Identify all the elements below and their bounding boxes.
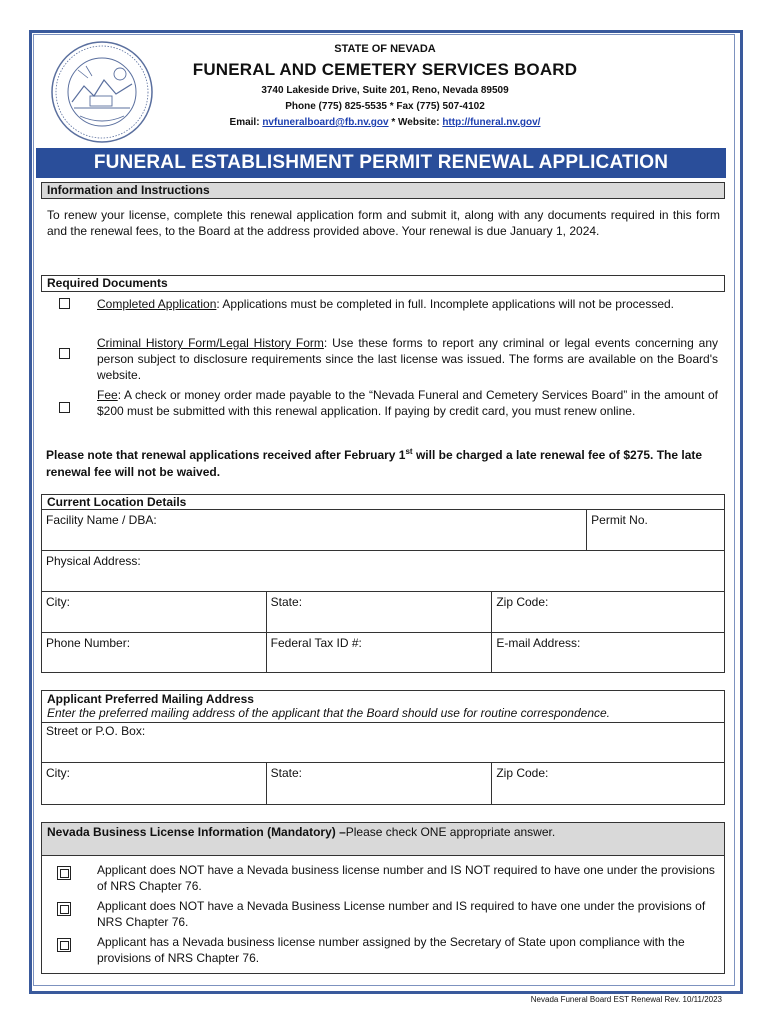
tax-id-field[interactable] [266,633,492,673]
mailing-state-label: State: [270,766,303,780]
facility-name-label: Facility Name / DBA: [46,513,157,527]
email-field-label: E-mail Address: [496,636,581,650]
mailing-note: Enter the preferred mailing address of the applicant that the Board should use for routine correspondence. [47,706,611,720]
location-table [41,509,725,673]
business-heading-bold: Nevada Business License Information (Mandatory) – [47,825,346,839]
city-label: City: [46,595,70,609]
physical-address-field[interactable] [42,551,725,592]
business-option-1: Applicant does NOT have a Nevada business license number and IS NOT required to have one under the provisions of NRS Chapter 76. [97,863,715,893]
late-note-part2: will be charged a late renewal fee of $275. The late renewal fee will not be waived. [46,448,703,479]
mailing-heading-box [41,690,725,723]
checkbox-fee[interactable] [59,402,70,413]
required-item-2-title: Criminal History Form/Legal History Form [97,336,324,350]
permit-number-field[interactable] [587,510,725,551]
zip-label: Zip Code: [496,595,549,609]
state-field[interactable] [266,592,492,633]
late-fee-note [46,443,722,481]
mailing-zip-field[interactable] [492,763,725,805]
checkbox-no-license-not-required[interactable] [57,866,71,880]
board-phone-fax: Phone (775) 825-5535 * Fax (775) 507-4102 [285,101,485,112]
business-option-3: Applicant has a Nevada business license number assigned by the Secretary of State upon compliance with the provisions of NRS Chapter 76. [97,935,685,965]
business-heading-rest: Please check ONE appropriate answer. [345,825,556,839]
late-note-part1: Please note that renewal applications received after February 1 [46,448,406,462]
phone-field[interactable] [42,633,267,673]
mailing-state-field[interactable] [266,763,492,805]
required-item-1-title: Completed Application [97,297,217,311]
email-label: Email: [229,117,260,128]
board-name: FUNERAL AND CEMETERY SERVICES BOARD [192,60,578,79]
required-item-2 [97,335,718,383]
mailing-city-label: City: [46,766,70,780]
checkbox-criminal-history[interactable] [59,348,70,359]
phone-label: Phone Number: [46,636,131,650]
info-instructions: To renew your license, complete this renewal application form and submit it, along with any documents required in this form and the renewal fees, to the Board at the address provided above. Your renewal is due January 1, 2024. [47,208,720,238]
physical-address-label: Physical Address: [46,554,141,568]
board-contact-line [160,117,610,128]
city-field[interactable] [42,592,267,633]
permit-number-label: Permit No. [591,513,648,527]
state-name: STATE OF NEVADA [334,43,436,55]
checkbox-no-license-required[interactable] [57,902,71,916]
required-docs-heading: Required Documents [41,275,725,292]
street-field[interactable] [42,723,725,763]
mailing-city-field[interactable] [42,763,267,805]
info-section-heading: Information and Instructions [41,182,725,199]
required-item-3-title: Fee [97,388,118,402]
form-title: FUNERAL ESTABLISHMENT PERMIT RENEWAL APPLICATION [36,148,726,178]
website-link[interactable]: http://funeral.nv.gov/ [442,117,541,128]
board-address: 3740 Lakeside Drive, Suite 201, Reno, Nevada 89509 [261,85,509,96]
mailing-heading: Applicant Preferred Mailing Address [47,692,254,706]
email-field[interactable] [492,633,725,673]
state-label: State: [270,595,303,609]
state-seal-icon [50,40,154,144]
late-note-sup: st [405,447,413,456]
required-docs-divider [41,291,725,292]
tax-id-label: Federal Tax ID #: [270,636,362,650]
mailing-zip-label: Zip Code: [496,766,549,780]
website-label: * Website: [391,117,440,128]
location-heading: Current Location Details [41,494,725,510]
checkbox-completed-application[interactable] [59,298,70,309]
required-item-2-text: : Use these forms to report any criminal or legal events concerning any person subject to disclosure requirements since the last license was issued. The forms are available on the Board's website. [97,336,719,382]
zip-field[interactable] [492,592,725,633]
email-link[interactable]: nvfuneralboard@fb.nv.gov [262,117,389,128]
required-item-1-text: : Applications must be completed in full. Incomplete applications will not be processed. [216,297,675,311]
business-heading [41,822,725,856]
mailing-table [41,722,725,805]
street-label: Street or P.O. Box: [46,724,146,738]
required-item-3-text: : A check or money order made payable to the “Nevada Funeral and Cemetery Services Board” in the amount of $200 must be submitted with this renewal application. If paying by credit card, you must renew online. [97,388,718,418]
checkbox-has-license[interactable] [57,938,71,952]
required-item-1 [97,296,677,312]
footer-revision: Nevada Funeral Board EST Renewal Rev. 10/11/2023 [530,995,722,1004]
facility-name-field[interactable] [42,510,587,551]
required-item-3 [97,387,718,419]
business-option-2: Applicant does NOT have a Nevada Business License number and IS required to have one under the provisions of NRS Chapter 76. [97,899,706,929]
